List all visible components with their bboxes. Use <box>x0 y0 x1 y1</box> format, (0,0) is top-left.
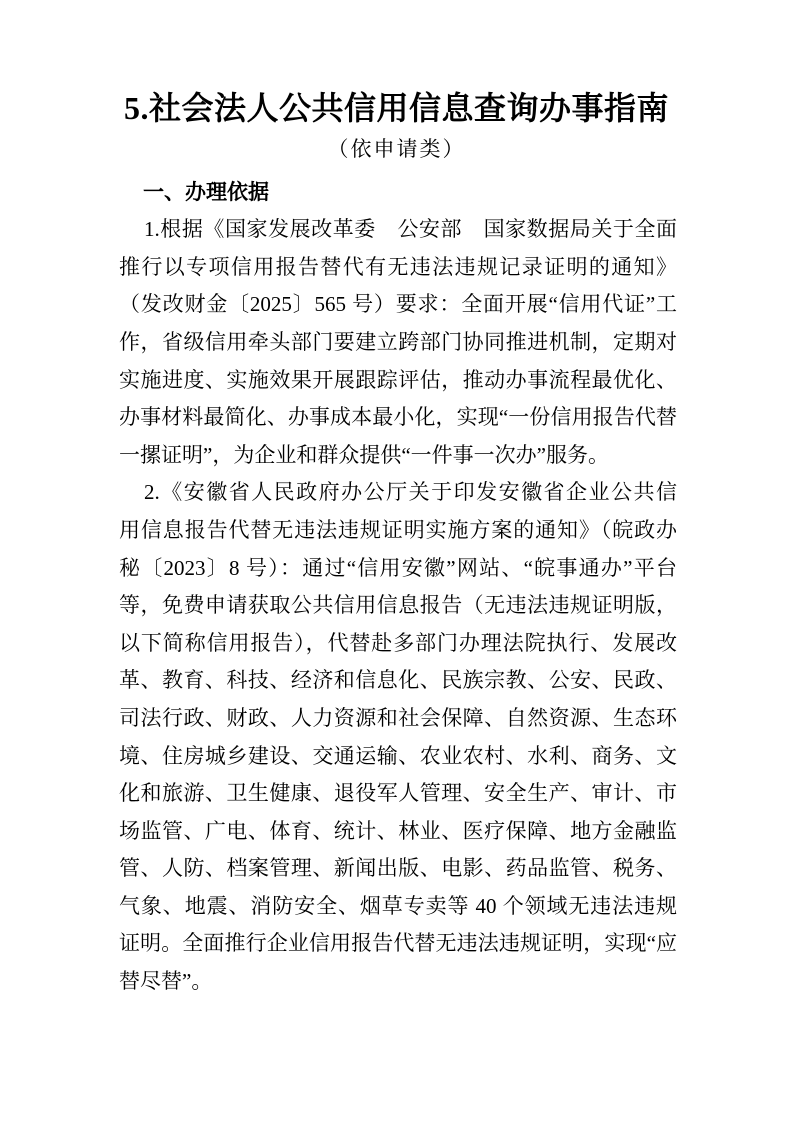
text-line: 用信息报告代替无违法违规证明实施方案的通知》（皖政办 <box>119 517 677 542</box>
document-body <box>119 174 677 1001</box>
text-line: 管、人防、档案管理、新闻出版、电影、药品监管、税务、 <box>119 856 677 881</box>
text-line: （发改财金〔2025〕565 号）要求：全面开展“信用代证”工 <box>119 292 677 317</box>
document-title: 5.社会法人公共信用信息查询办事指南 <box>123 90 669 126</box>
text-line: 一摞证明”，为企业和群众提供“一件事一次办”服务。 <box>119 442 609 467</box>
text-line: 境、住房城乡建设、交通运输、农业农村、水利、商务、文 <box>119 743 677 768</box>
text-line: 气象、地震、消防安全、烟草专卖等 40 个领域无违法违规 <box>119 893 677 918</box>
text-line: 实施进度、实施效果开展跟踪评估，推动办事流程最优化、 <box>119 367 677 392</box>
text-line: 化和旅游、卫生健康、退役军人管理、安全生产、审计、市 <box>119 781 677 806</box>
paragraph-2 <box>119 474 677 1000</box>
document-subtitle: （依申请类） <box>327 136 466 161</box>
text-line: 2.《安徽省人民政府办公厅关于印发安徽省企业公共信 <box>144 480 677 505</box>
text-line: 以下简称信用报告），代替赴多部门办理法院执行、发展改 <box>119 630 677 655</box>
text-line: 1.根据《国家发展改革委 公安部 国家数据局关于全面 <box>144 217 677 242</box>
text-line: 推行以专项信用报告替代有无违法违规记录证明的通知》 <box>119 254 677 279</box>
text-line: 替尽替”。 <box>119 969 213 994</box>
text-line: 场监管、广电、体育、统计、林业、医疗保障、地方金融监 <box>119 818 677 843</box>
text-line: 司法行政、财政、人力资源和社会保障、自然资源、生态环 <box>119 705 677 730</box>
text-line: 证明。全面推行企业信用报告代替无违法违规证明，实现“应 <box>119 931 677 956</box>
paragraph-1 <box>119 211 677 474</box>
text-line: 秘〔2023〕8 号）：通过“信用安徽”网站、“皖事通办”平台 <box>119 555 678 580</box>
section-heading: 一、办理依据 <box>143 180 269 204</box>
text-line: 作，省级信用牵头部门要建立跨部门协同推进机制，定期对 <box>119 329 677 354</box>
text-line: 革、教育、科技、经济和信息化、民族宗教、公安、民政、 <box>119 668 677 693</box>
text-line: 等，免费申请获取公共信用信息报告（无违法违规证明版， <box>119 593 677 618</box>
text-line: 办事材料最简化、办事成本最小化，实现“一份信用报告代替 <box>119 405 677 430</box>
